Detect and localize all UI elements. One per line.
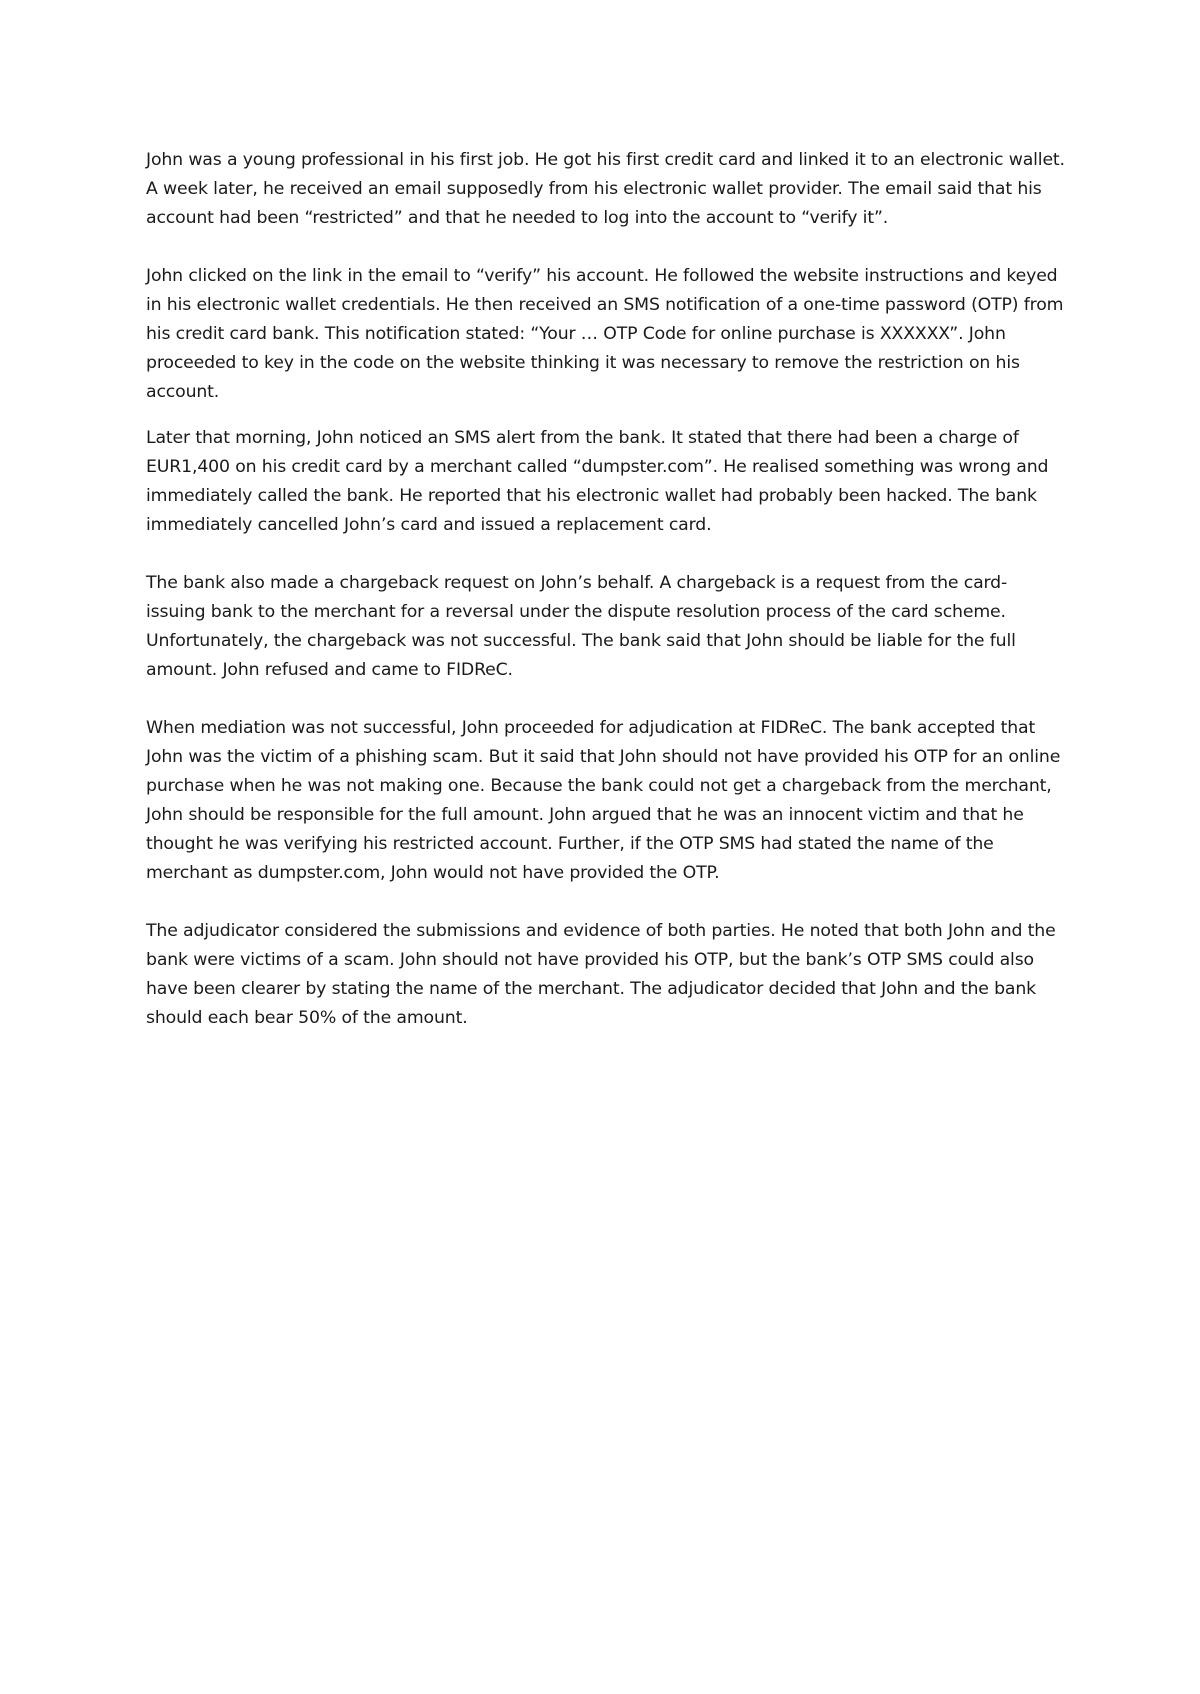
paragraph-chargeback: The bank also made a chargeback request on John’s behalf. A chargeback is a request from the card-issuing bank to the merchant for a reversal under the dispute resolution process of the card scheme. Unfortunately, the chargeback was not successful. The bank said that John should be liable for the full amount. John refused and came to FIDReC. bbox=[146, 573, 1016, 680]
paragraph-adjudication: When mediation was not successful, John proceeded for adjudication at FIDReC. The bank accepted that John was the victim of a phishing scam. But it said that John should not have provided his OTP for an online purchase when he was not making one. Because the bank could not get a chargeback from the merchant, John should be responsible for the full amount. John argued that he was an innocent victim and that he thought he was verifying his restricted account. Further, if the OTP SMS had stated the name of the merchant as dumpster.com, John would not have provided the OTP. bbox=[146, 718, 1061, 883]
document-body bbox=[146, 146, 1066, 1033]
paragraph-unauthorised-charge: Later that morning, John noticed an SMS alert from the bank. It stated that there had been a charge of EUR1,400 on his credit card by a merchant called “dumpster.com”. He realised something was wrong and immediately called the bank. He reported that his electronic wallet had probably been hacked. The bank immediately cancelled John’s card and issued a replacement card. bbox=[146, 428, 1049, 535]
paragraph-decision: The adjudicator considered the submissions and evidence of both parties. He noted that both John and the bank were victims of a scam. John should not have provided his OTP, but the bank’s OTP SMS could also have been clearer by stating the name of the merchant. The adjudicator decided that John and the bank should each bear 50% of the amount. bbox=[146, 921, 1056, 1028]
paragraph-phishing-email: John was a young professional in his first job. He got his first credit card and linked it to an electronic wallet. A week later, he received an email supposedly from his electronic wallet provider. The email said that his account had been “restricted” and that he needed to log into the account to “verify it”. bbox=[146, 150, 1065, 228]
paragraph-otp-entry: John clicked on the link in the email to “verify” his account. He followed the website instructions and keyed in his electronic wallet credentials. He then received an SMS notification of a one-time password (OTP) from his credit card bank. This notification stated: “Your … OTP Code for online purchase is XXXXXX”. John proceeded to key in the code on the website thinking it was necessary to remove the restriction on his account. bbox=[146, 266, 1064, 402]
